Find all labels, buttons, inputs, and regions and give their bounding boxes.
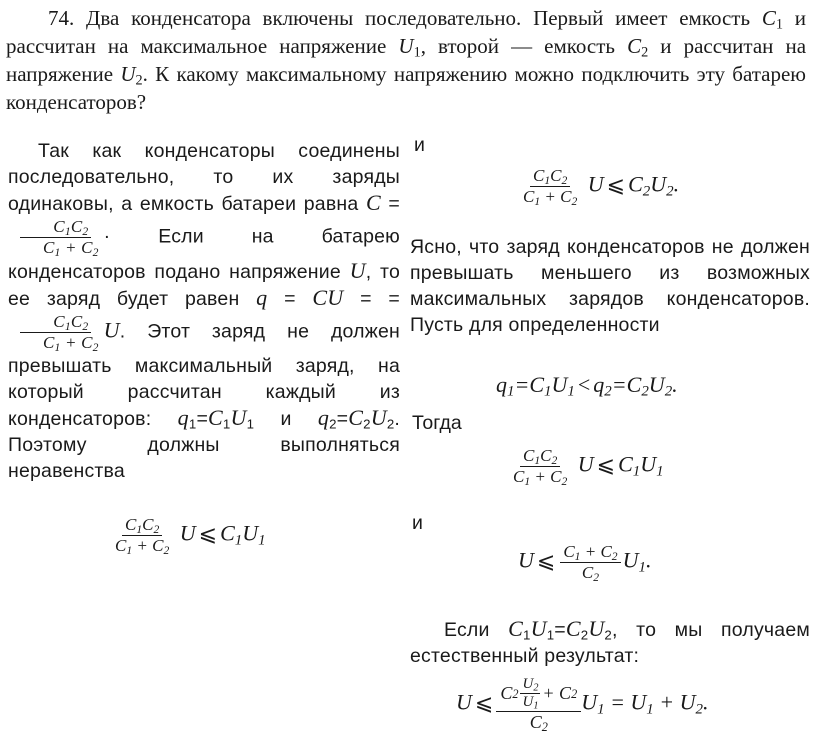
- problem-text-1: Два конденсатора включены последовательно. Первый имеет емкость: [86, 6, 751, 30]
- left-text-2: Если на батарею конденсаторов подано напряжение: [8, 225, 400, 283]
- left-text-1: Так как конденсаторы соединены последовательно, то их заряды одинаковы, а емкость батареи равна: [8, 140, 400, 215]
- left-and: и: [280, 408, 292, 430]
- inequality-3: $\frac{C_1C_2}{C_1 + C_2}$ U ⩽ $C_1U_1$: [513, 446, 664, 488]
- charge-formula: $\frac{C_1C_2}{C_1 + C_2}$: [10, 312, 102, 353]
- right-text-2: Если: [444, 619, 490, 641]
- left-text-4: . Этот заряд не должен превышать максимальный заряд, на который рассчитан каждый из конденсаторов:: [8, 320, 400, 430]
- final-result: U ⩽ C 2 $U_2$ $U_1$ + C 2 $C_2$ $U_1 = U_1 + U_2$.: [456, 676, 709, 735]
- solution-left-column: Так как конденсаторы соединены последовательно, то их заряды одинаковы, а емкость батареи равна C = $\frac{C_1C_2}{C_1 + C_2}$ · Если на батарею конденсаторов подано напряжение U, то ее заряд будет равен q = CU = = $\frac{C_1C_2}{C_1 + C_2}$ U. Этот заряд не должен превышать максимальный заряд, на который рассчитан каждый из конденсаторов: $q_1=C_1U_1$ и $q_2=C_2U_2$. Поэтому должны выполняться неравенства: [8, 140, 401, 482]
- problem-number: 74.: [48, 6, 75, 30]
- right-and-1: и: [414, 134, 425, 156]
- problem-text-2: и рассчитан на максимальное напряжение: [6, 6, 807, 58]
- problem-text-5: . К какому максимальному напряжению можно подключить эту батарею конденсаторов?: [6, 62, 806, 114]
- right-text-3: , то мы получаем естественный результат:: [410, 619, 810, 667]
- right-text-1: Ясно, что заряд конденсаторов не должен превышать меньшего из возможных максимальных зарядов конденсаторов. Пусть для определенности: [410, 236, 810, 336]
- right-then: Тогда: [412, 412, 462, 434]
- problem-text-4: и рассчитан на напряжение: [6, 34, 807, 86]
- inequality-1: $\frac{C_1C_2}{C_1 + C_2}$ U ⩽ $C_1U_1$: [115, 515, 266, 557]
- right-and-2: и: [412, 512, 423, 534]
- left-text-3: , то ее заряд будет равен: [8, 261, 400, 310]
- voltage-inequality: U ⩽ $\frac{C_1 + C_2}{C_2}$ $U_1$.: [518, 542, 652, 584]
- inequality-2: $\frac{C_1C_2}{C_1 + C_2}$ U ⩽ $C_2U_2$.: [523, 166, 680, 208]
- problem-text-3: , второй — емкость: [420, 34, 615, 58]
- left-text-5: . Поэтому должны выполняться неравенства: [8, 408, 401, 482]
- right-paragraph-2: Если $C_1U_1=C_2U_2$, то мы получаем естественный результат:: [410, 616, 810, 667]
- charge-comparison: $q_1=C_1U_1 < q_2=C_2U_2$.: [496, 372, 678, 400]
- capacitance-formula: $\frac{C_1C_2}{C_1 + C_2}$: [10, 217, 102, 258]
- problem-statement: 74. Два конденсатора включены последовательно. Первый имеет емкость $C_1$ и рассчитан на максимальное напряжение $U_1$, второй — емкость $C_2$ и рассчитан на напряжение $U_2$. К какому максимальному напряжению можно подключить эту батарею конденсаторов?: [6, 6, 807, 114]
- right-paragraph-1: [410, 234, 810, 338]
